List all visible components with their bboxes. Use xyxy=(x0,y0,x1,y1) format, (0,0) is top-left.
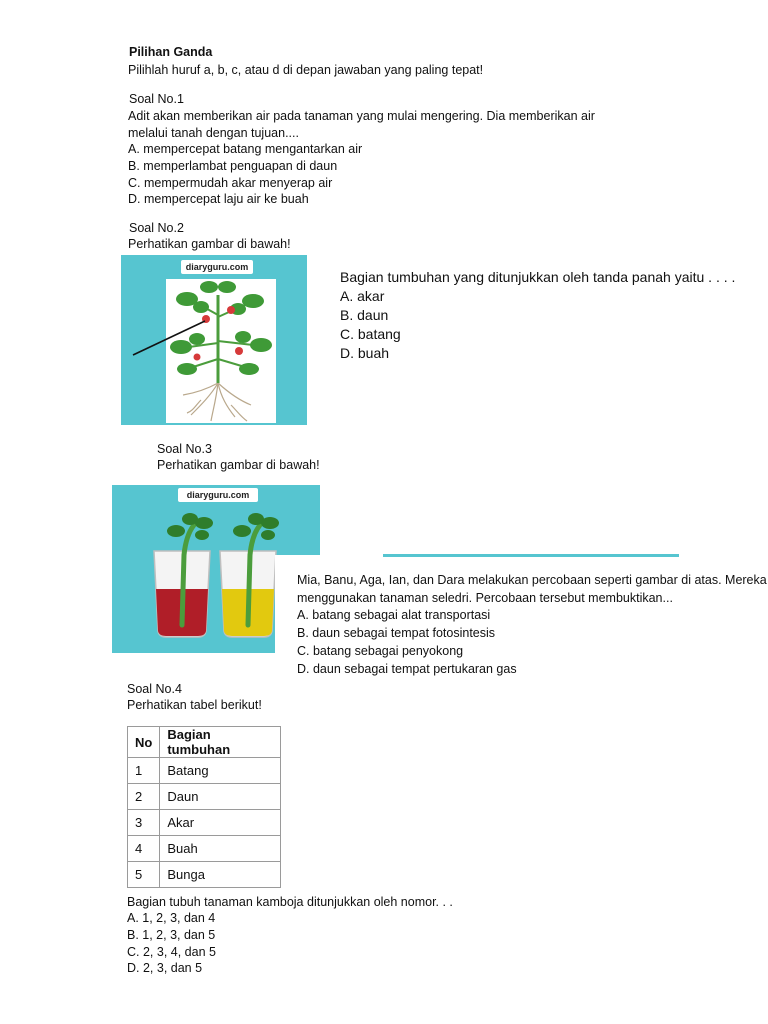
q3-text-line2: menggunakan tanaman seledri. Percobaan tersebut membuktikan... xyxy=(297,591,673,605)
table-cell: 5 xyxy=(128,862,160,888)
table-header-cell: No xyxy=(128,727,160,758)
table-row xyxy=(128,862,281,888)
plant-illustration xyxy=(121,255,307,425)
q4-option-a: A. 1, 2, 3, dan 4 xyxy=(127,911,216,925)
table-row xyxy=(128,758,281,784)
q2-option-a: A. akar xyxy=(340,288,385,304)
q1-option-d: D. mempercepat laju air ke buah xyxy=(128,192,309,206)
q2-instruction: Perhatikan gambar di bawah! xyxy=(128,237,291,251)
plant-parts-table xyxy=(127,726,281,888)
q2-label: Soal No.2 xyxy=(129,221,184,235)
q1-text-line1: Adit akan memberikan air pada tanaman yang mulai mengering. Dia memberikan air xyxy=(128,109,595,123)
q3-option-b: B. daun sebagai tempat fotosintesis xyxy=(297,626,496,640)
q3-option-c: C. batang sebagai penyokong xyxy=(297,644,464,658)
table-cell: 1 xyxy=(128,758,160,784)
watermark-label: diaryguru.com xyxy=(181,260,253,274)
table-row xyxy=(128,810,281,836)
table-header-cell: Bagian tumbuhan xyxy=(160,727,281,758)
table-row xyxy=(128,836,281,862)
q4-option-c: C. 2, 3, 4, dan 5 xyxy=(127,945,216,959)
q1-option-c: C. mempermudah akar menyerap air xyxy=(128,176,333,190)
table-cell: Daun xyxy=(160,784,281,810)
q3-option-a: A. batang sebagai alat transportasi xyxy=(297,608,491,622)
q2-option-c: C. batang xyxy=(340,326,401,342)
plant-image xyxy=(121,255,307,425)
q1-text-line2: melalui tanah dengan tujuan.... xyxy=(128,126,299,140)
table-cell: Akar xyxy=(160,810,281,836)
q4-instruction: Perhatikan tabel berikut! xyxy=(127,698,262,712)
table-cell: Batang xyxy=(160,758,281,784)
q4-option-b: B. 1, 2, 3, dan 5 xyxy=(127,928,216,942)
table-cell: Buah xyxy=(160,836,281,862)
q2-question: Bagian tumbuhan yang ditunjukkan oleh tanda panah yaitu . . . . xyxy=(340,269,736,285)
table-header-row xyxy=(128,727,281,758)
q2-option-d: D. buah xyxy=(340,345,390,361)
watermark-label: diaryguru.com xyxy=(178,488,258,502)
table-cell: 2 xyxy=(128,784,160,810)
accent-divider xyxy=(383,554,679,557)
q4-option-d: D. 2, 3, dan 5 xyxy=(127,961,203,975)
q2-option-b: B. daun xyxy=(340,307,389,323)
q4-question: Bagian tubuh tanaman kamboja ditunjukkan oleh nomor. . . xyxy=(127,895,453,909)
instruction-text: Pilihlah huruf a, b, c, atau d di depan jawaban yang paling tepat! xyxy=(128,63,484,77)
q1-option-a: A. mempercepat batang mengantarkan air xyxy=(128,142,363,156)
q1-label: Soal No.1 xyxy=(129,92,184,106)
q1-option-b: B. memperlambat penguapan di daun xyxy=(128,159,338,173)
table-cell: Bunga xyxy=(160,862,281,888)
section-title: Pilihan Ganda xyxy=(129,45,213,59)
table-cell: 4 xyxy=(128,836,160,862)
q3-text-line1: Mia, Banu, Aga, Ian, dan Dara melakukan percobaan seperti gambar di atas. Mereka xyxy=(297,573,767,587)
q3-label: Soal No.3 xyxy=(157,442,212,456)
q3-instruction: Perhatikan gambar di bawah! xyxy=(157,458,320,472)
table-row xyxy=(128,784,281,810)
q4-label: Soal No.4 xyxy=(127,682,182,696)
table-cell: 3 xyxy=(128,810,160,836)
q3-option-d: D. daun sebagai tempat pertukaran gas xyxy=(297,662,517,676)
